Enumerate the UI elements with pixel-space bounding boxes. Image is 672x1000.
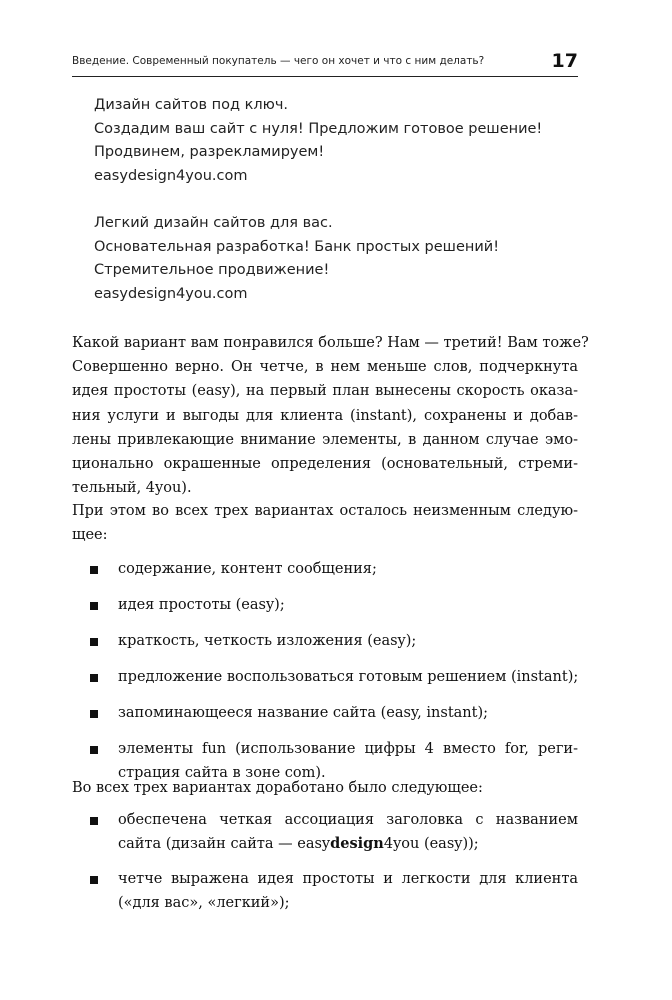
paragraph-improved-intro (72, 776, 578, 800)
square-bullet-icon (90, 817, 98, 825)
list-item (72, 557, 578, 581)
list-item (72, 867, 578, 915)
ad-line: Дизайн сайтов под ключ. (94, 97, 289, 113)
square-bullet-icon (90, 710, 98, 718)
list-item-text: содержание, контент сообщения; (118, 561, 377, 577)
text-line: тельный, 4you). (72, 480, 192, 497)
square-bullet-icon (90, 674, 98, 682)
square-bullet-icon (90, 746, 98, 754)
square-bullet-icon (90, 876, 98, 884)
paragraph-unchanged-intro (72, 499, 578, 547)
page-number: 17 (551, 50, 578, 72)
unchanged-list (72, 557, 578, 797)
square-bullet-icon (90, 566, 98, 574)
square-bullet-icon (90, 602, 98, 610)
list-item-text: четче выражена идея простоты и легкости для клиента (118, 870, 578, 887)
ad-url: easydesign4you.com (94, 167, 248, 184)
text-line: ния услуги и выгоды для клиента (instant), сохранены и добав- (72, 407, 578, 424)
header-title: Введение. Современный покупатель — чего он хочет и что с ним делать? (72, 55, 485, 67)
text-line: ционально окрашенные определения (основательный, стреми- (72, 456, 578, 473)
ad-variant-3 (94, 212, 499, 306)
list-item-text: («для вас», «легкий»); (118, 895, 290, 912)
text-line: При этом во всех трех вариантах осталось неизменным следую- (72, 503, 578, 519)
list-item (72, 665, 578, 689)
running-header (72, 50, 578, 77)
list-item (72, 593, 578, 617)
list-item (72, 701, 578, 725)
ad-line: Основательная разработка! Банк простых решений! (94, 238, 500, 255)
paragraph-comparison (72, 331, 589, 500)
list-item-text: запоминающееся название сайта (easy, instant); (118, 705, 488, 721)
text-line: Во всех трех вариантах доработано было следующее: (72, 780, 483, 796)
text-run: 4you (easy)); (383, 836, 479, 853)
text-line: идея простоты (easy), на первый план вынесены скорость оказа- (72, 383, 578, 400)
list-item (72, 629, 578, 653)
list-item-text: элементы fun (использование цифры 4 вместо for, реги- (118, 741, 578, 757)
list-item-text-mixed (118, 832, 578, 856)
text-line: щее: (72, 527, 108, 544)
ad-variant-2 (94, 94, 542, 188)
list-item-text: предложение воспользоваться готовым решением (instant); (118, 669, 579, 685)
ad-line: Стремительное продвижение! (94, 262, 330, 278)
ad-line: Продвинем, разрекламируем! (94, 144, 325, 160)
ad-line: Легкий дизайн сайтов для вас. (94, 215, 333, 231)
text-run: сайта (дизайн сайта — easy (118, 836, 331, 853)
list-item-text: идея простоты (easy); (118, 597, 285, 613)
improved-list (72, 808, 578, 926)
ad-url: easydesign4you.com (94, 285, 248, 302)
square-bullet-icon (90, 638, 98, 646)
bold-text-run: design (330, 835, 384, 853)
text-line: Какой вариант вам понравился больше? Нам — третий! Вам тоже? (72, 335, 589, 351)
list-item (72, 808, 578, 856)
ad-line: Создадим ваш сайт с нуля! Предложим готовое решение! (94, 120, 543, 137)
text-line: лены привлекающие внимание элементы, в данном случае эмо- (72, 431, 578, 448)
list-item-text: страция сайта в зоне com). (118, 765, 326, 782)
list-item-text: обеспечена четкая ассоциация заголовка с названием (118, 812, 578, 828)
text-line: Совершенно верно. Он четче, в нем меньше слов, подчеркнута (72, 359, 578, 376)
list-item-text: краткость, четкость изложения (easy); (118, 633, 417, 649)
